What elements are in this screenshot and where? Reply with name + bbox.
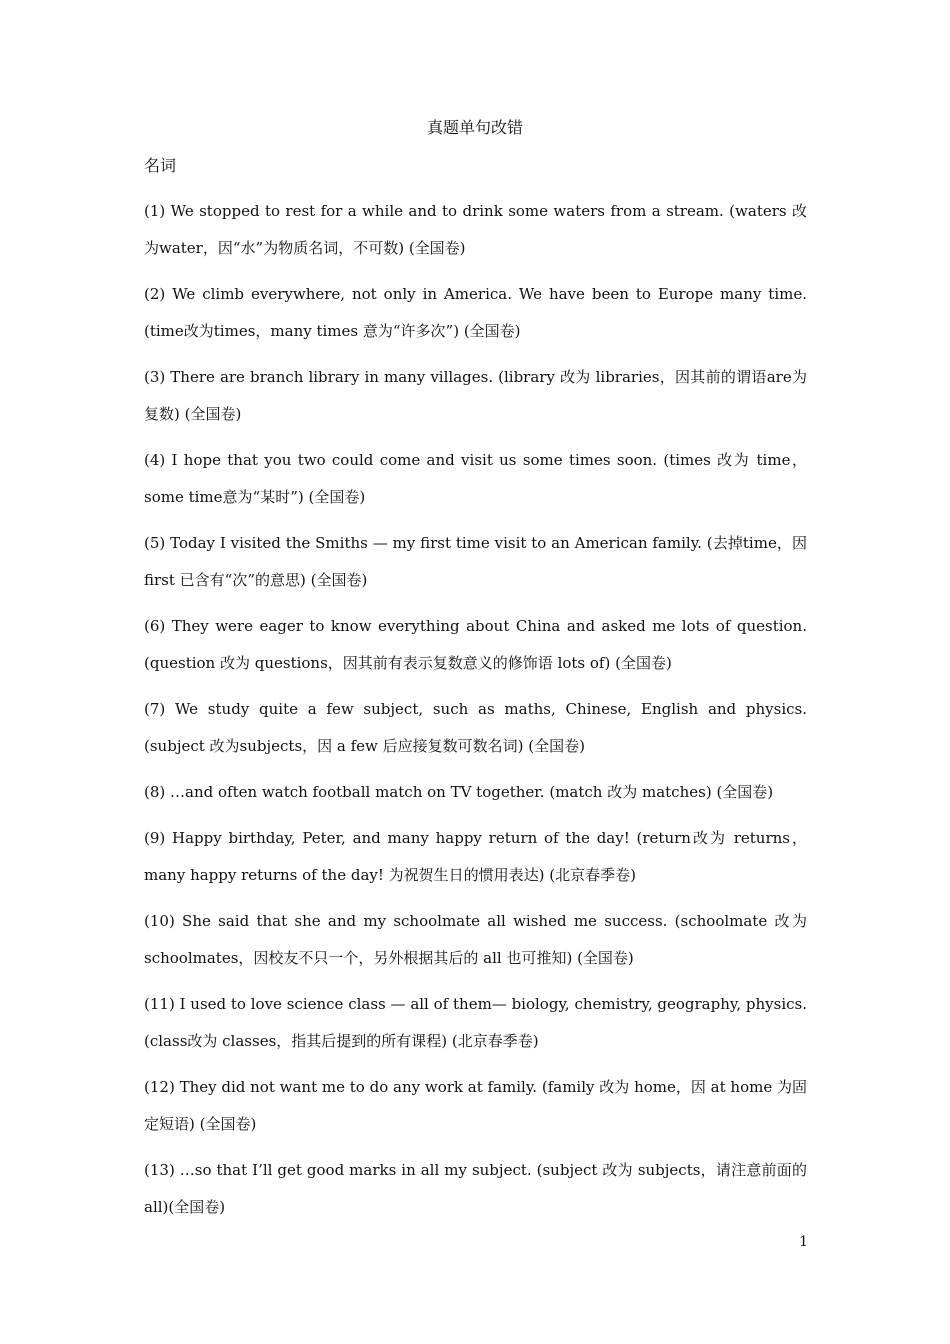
exercise-item-5: (5) Today I visited the Smiths — my first time visit to an American family. (去掉time，因first 已含有“次”的意思) (全国卷) bbox=[144, 534, 807, 589]
exercise-item-8: (8) …and often watch football match on TV together. (match 改为 matches) (全国卷) bbox=[144, 783, 774, 801]
exercise-item-1: (1) We stopped to rest for a while and to drink some waters from a stream. (waters 改为water，因“水”为物质名词，不可数) (全国卷) bbox=[144, 202, 807, 257]
exercise-item-2: (2) We climb everywhere, not only in America. We have been to Europe many time. (time改为times，many times 意为“许多次”) (全国卷) bbox=[144, 285, 807, 340]
page-number: 1 bbox=[799, 1234, 808, 1250]
exercise-item-10: (10) She said that she and my schoolmate all wished me success. (schoolmate 改为 schoolmates，因校友不只一个，另外根据其后的 all 也可推知) (全国卷) bbox=[144, 912, 807, 967]
section-heading: 名词 bbox=[144, 156, 177, 175]
exercise-item-7: (7) We study quite a few subject, such as maths, Chinese, English and physics. (subject 改为subjects，因 a few 后应接复数可数名词) (全国卷) bbox=[144, 700, 807, 755]
exercise-item-6: (6) They were eager to know everything about China and asked me lots of question. (question 改为 questions，因其前有表示复数意义的修饰语 lots of) (全国卷) bbox=[144, 617, 807, 672]
exercise-item-12: (12) They did not want me to do any work at family. (family 改为 home，因 at home 为固定短语) (全国卷) bbox=[144, 1078, 807, 1133]
exercise-list bbox=[144, 193, 807, 1235]
exercise-item-9: (9) Happy birthday, Peter, and many happy return of the day! (return改为 returns，many happy returns of the day! 为祝贺生日的惯用表达) (北京春季卷) bbox=[144, 829, 807, 884]
exercise-item-13: (13) …so that I’ll get good marks in all my subject. (subject 改为 subjects，请注意前面的 all)(全国卷) bbox=[144, 1161, 807, 1216]
exercise-item-4: (4) I hope that you two could come and visit us some times soon. (times 改为 time，some time意为“某时”) (全国卷) bbox=[144, 451, 807, 506]
exercise-item-11: (11) I used to love science class — all of them— biology, chemistry, geography, physics. (class改为 classes，指其后提到的所有课程) (北京春季卷) bbox=[144, 995, 807, 1050]
document-title: 真题单句改错 bbox=[426, 118, 523, 137]
exercise-item-3: (3) There are branch library in many villages. (library 改为 libraries，因其前的谓语are为复数) (全国卷) bbox=[144, 368, 807, 423]
